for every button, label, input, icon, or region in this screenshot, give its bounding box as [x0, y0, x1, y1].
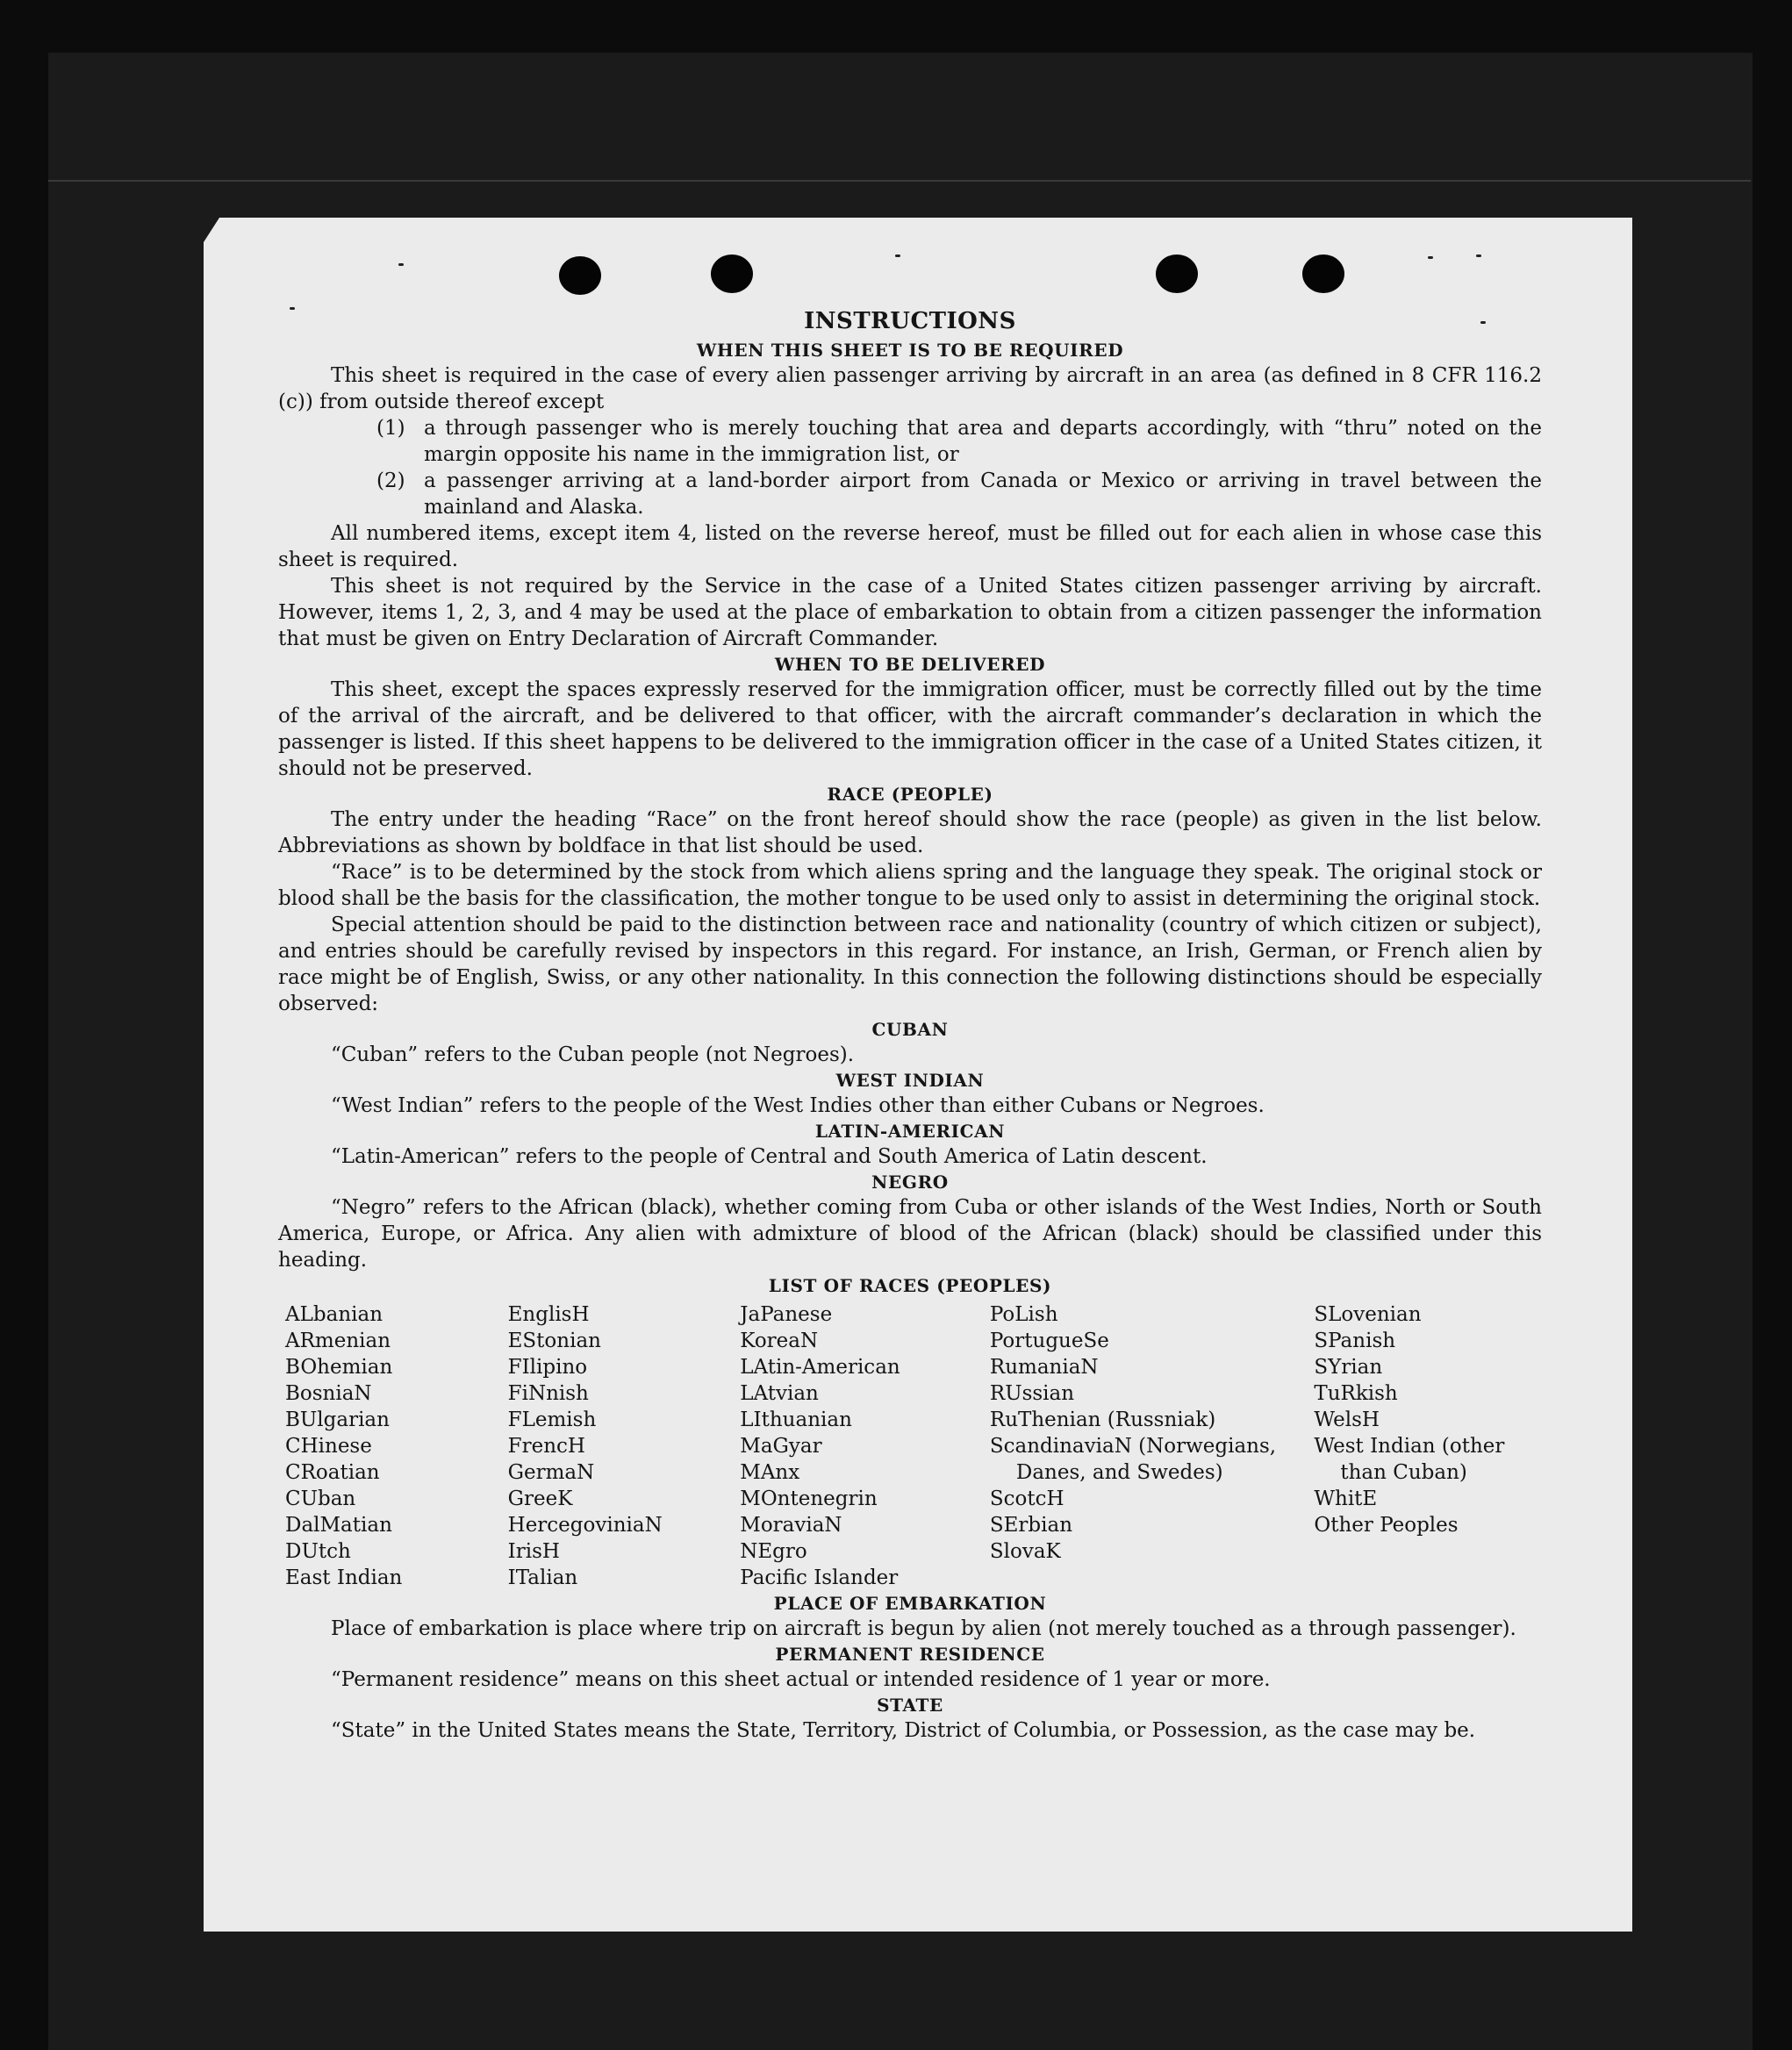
race-entry: GermaN [507, 1461, 595, 1484]
race-entry: MAnx [740, 1461, 800, 1484]
paragraph: “Race” is to be determined by the stock from which aliens spring and the language they speak. The original stock or blood shall be the basis for the classification, the mother tongue to be used only to assist in determining the original stock. [278, 861, 1542, 910]
scan-scratch-line [48, 180, 1751, 182]
punch-hole [1156, 254, 1198, 293]
paragraph: “State” in the United States means the State, Territory, District of Columbia, or Possession, as the case may be. [331, 1719, 1476, 1742]
section-heading-residence: PERMANENT RESIDENCE [775, 1644, 1045, 1665]
paragraph: This sheet, except the spaces expressly reserved for the immigration officer, must be correctly filled out by the time of the arrival of the aircraft, and be delivered to that officer, with the aircraft commander’s declaration in which the passenger is listed. If this sheet happens to be delivered to the immigration officer in the case of a United States citizen, it should not be preserved. [278, 678, 1542, 780]
race-entry: LAtin-American [740, 1356, 900, 1379]
paragraph: All numbered items, except item 4, listed on the reverse hereof, must be filled out for each alien in whose case this sheet is required. [278, 522, 1542, 571]
race-entry: Other Peoples [1314, 1514, 1459, 1537]
dust-speck [1476, 254, 1481, 257]
section-heading-race-list: LIST OF RACES (PEOPLES) [768, 1275, 1052, 1296]
punch-hole [711, 254, 753, 293]
scan-border-right [1753, 0, 1792, 2050]
race-entry: ScotcH [989, 1487, 1064, 1510]
paragraph: “Permanent residence” means on this sheet actual or intended residence of 1 year or more. [331, 1668, 1271, 1691]
punch-hole [559, 256, 601, 295]
list-number: (1) [376, 417, 405, 440]
race-column [285, 1301, 508, 1591]
section-heading-cuban: CUBAN [871, 1019, 949, 1040]
race-entry: TuRkish [1314, 1382, 1398, 1405]
race-entry: KoreaN [740, 1330, 819, 1352]
race-entry: SPanish [1314, 1330, 1396, 1352]
list-text: a through passenger who is merely touching that area and departs accordingly, with “thru” noted on the margin opposite his name in the immigration list, or [424, 417, 1542, 466]
race-entry: PortugueSe [989, 1330, 1109, 1352]
scan-border-left [0, 0, 48, 2050]
race-entry: IrisH [507, 1540, 560, 1563]
race-entry: ITalian [507, 1566, 578, 1589]
race-column [1314, 1301, 1542, 1591]
race-entry: BUlgarian [285, 1408, 390, 1431]
section-heading-delivered: WHEN TO BE DELIVERED [774, 654, 1046, 675]
dust-speck [1428, 256, 1433, 259]
race-column [990, 1301, 1314, 1591]
race-entry: SLovenian [1314, 1303, 1422, 1326]
paragraph: “Negro” refers to the African (black), whether coming from Cuba or other islands of the West Indies, North or South America, Europe, or Africa. Any alien with admixture of blood of the African (black) should be classified under this heading. [278, 1196, 1542, 1272]
race-entry: FrencH [507, 1435, 585, 1458]
dust-speck [895, 254, 900, 257]
race-entry: FLemish [507, 1408, 597, 1431]
paragraph: “Latin-American” refers to the people of Central and South America of Latin descent. [331, 1145, 1208, 1168]
race-entry: MaGyar [740, 1435, 822, 1458]
section-heading-embarkation: PLACE OF EMBARKATION [773, 1593, 1047, 1614]
race-entry: BosniaN [285, 1382, 372, 1405]
race-entry: East Indian [285, 1566, 403, 1589]
race-entry: GreeK [507, 1487, 573, 1510]
race-entry: RuThenian (Russniak) [989, 1408, 1216, 1431]
paragraph: Special attention should be paid to the distinction between race and nationality (country of which citizen or subject), and entries should be carefully revised by inspectors in this regard. For instance, an Irish, German, or French alien by race might be of English, Swiss, or any other nationality. In this connection the following distinctions should be especially observed: [278, 914, 1542, 1015]
race-column [740, 1301, 990, 1591]
race-entry: Pacific Islander [740, 1566, 899, 1589]
race-entry: RUssian [989, 1382, 1075, 1405]
race-list [285, 1301, 1542, 1591]
paragraph: This sheet is required in the case of every alien passenger arriving by aircraft in an area (as defined in 8 CFR 116.2 (c)) from outside thereof except [278, 364, 1542, 413]
punch-hole [1302, 254, 1344, 293]
race-entry: BOhemian [285, 1356, 393, 1379]
race-entry: MoraviaN [740, 1514, 842, 1537]
paragraph: Place of embarkation is place where trip on aircraft is begun by alien (not merely touched as a through passenger). [331, 1617, 1516, 1640]
race-entry: EnglisH [507, 1303, 590, 1326]
race-entry: WelsH [1314, 1408, 1380, 1431]
dust-speck [398, 263, 404, 266]
section-heading-latin-american: LATIN-AMERICAN [814, 1121, 1006, 1142]
race-entry: LAtvian [740, 1382, 819, 1405]
race-entry: HercegoviniaN [507, 1514, 663, 1537]
race-column [508, 1301, 741, 1591]
race-entry: SYrian [1314, 1356, 1383, 1379]
paragraph: This sheet is not required by the Service in the case of a United States citizen passenger arriving by aircraft. However, items 1, 2, 3, and 4 may be used at the place of embarkation to obtain from a citizen passenger the information that must be given on Entry Declaration of Aircraft Commander. [278, 575, 1542, 650]
race-entry: NEgro [740, 1540, 807, 1563]
race-entry: RumaniaN [989, 1356, 1099, 1379]
list-item [278, 468, 1542, 520]
instructions-document [278, 305, 1542, 1744]
race-entry: SlovaK [989, 1540, 1061, 1563]
section-heading-required: WHEN THIS SHEET IS TO BE REQUIRED [696, 340, 1124, 361]
document-title: INSTRUCTIONS [804, 308, 1016, 334]
race-entry: EStonian [507, 1330, 601, 1352]
race-entry: DUtch [285, 1540, 351, 1563]
section-heading-state: STATE [877, 1695, 943, 1716]
race-entry: CUban [285, 1487, 356, 1510]
scan-border-top [0, 0, 1792, 53]
race-entry: West Indian (other than Cuban) [1314, 1435, 1505, 1484]
race-entry: CHinese [285, 1435, 372, 1458]
section-heading-race: RACE (PEOPLE) [827, 784, 993, 805]
race-entry: PoLish [989, 1303, 1058, 1326]
race-entry: JaPanese [740, 1303, 833, 1326]
paragraph: “Cuban” refers to the Cuban people (not Negroes). [331, 1043, 855, 1066]
list-text: a passenger arriving at a land-border airport from Canada or Mexico or arriving in travel between the mainland and Alaska. [424, 469, 1542, 519]
section-heading-negro: NEGRO [871, 1172, 949, 1193]
race-entry: WhitE [1314, 1487, 1378, 1510]
section-heading-west-indian: WEST INDIAN [835, 1070, 985, 1091]
race-entry: MOntenegrin [740, 1487, 878, 1510]
race-entry: DalMatian [285, 1514, 392, 1537]
race-entry: ARmenian [285, 1330, 391, 1352]
paragraph: “West Indian” refers to the people of the West Indies other than either Cubans or Negroes. [331, 1094, 1265, 1117]
list-number: (2) [376, 469, 405, 492]
list-item [278, 415, 1542, 468]
race-entry: ALbanian [285, 1303, 383, 1326]
race-entry: FiNnish [507, 1382, 589, 1405]
race-entry: LIthuanian [740, 1408, 852, 1431]
race-entry: CRoatian [285, 1461, 380, 1484]
paragraph: The entry under the heading “Race” on the front hereof should show the race (people) as given in the list below. Abbreviations as shown by boldface in that list should be used. [278, 808, 1542, 857]
race-entry: SErbian [989, 1514, 1073, 1537]
race-entry: FIlipino [507, 1356, 588, 1379]
race-entry: ScandinaviaN (Norwegians, Danes, and Swedes) [989, 1435, 1277, 1484]
